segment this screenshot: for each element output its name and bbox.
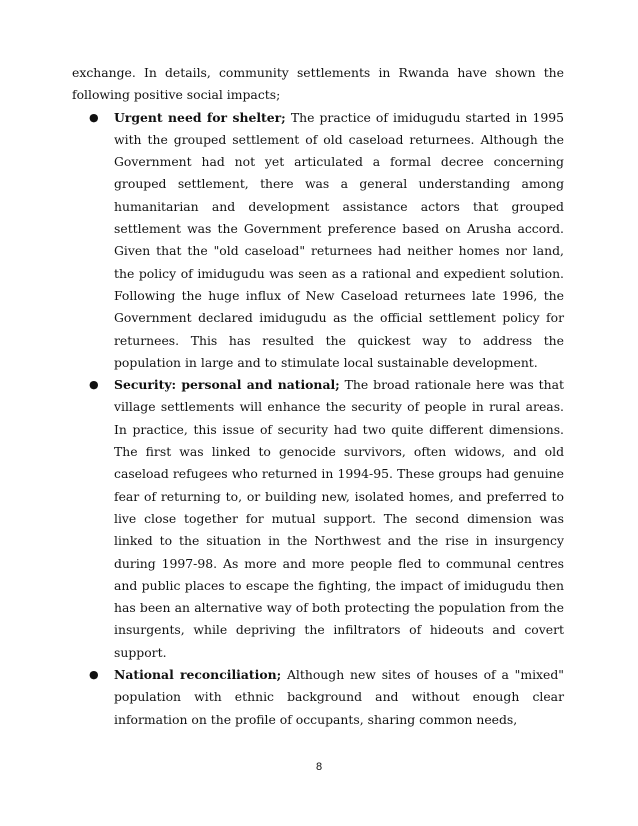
- list-item-security: [72, 374, 564, 664]
- document-page: [72, 62, 564, 731]
- item-heading: National reconciliation;: [114, 667, 282, 683]
- impact-list: [72, 107, 564, 731]
- item-heading: Urgent need for shelter;: [114, 109, 286, 125]
- page-number: 8: [315, 761, 323, 773]
- bullet-icon: ●: [89, 378, 99, 392]
- item-text: The practice of imidugudu started in 1995 with the grouped settlement of old caseload returnees. Although the Government had not yet articulated a formal decree concerning grouped settlement, there was a general understanding among humanitarian and development assistance actors that grouped settlement was the Government preference based on Arusha accord. Given that the "old caseload" returnees had neither homes nor land, the policy of imidugudu was seen as a rational and expedient solution. Following the huge influx of New Caseload returnees late 1996, the Government declared imidugudu as the official settlement policy for returnees. This has resulted the quickest way to address the population in large and to stimulate local sustainable development.: [114, 109, 564, 370]
- bullet-icon: ●: [89, 668, 99, 682]
- bullet-icon: ●: [89, 110, 99, 124]
- item-text: Although new sites of houses of a "mixed" population with ethnic background and without enough clear information on the profile of occupants, sharing common needs,: [114, 667, 564, 727]
- list-item-shelter: [72, 107, 564, 375]
- intro-paragraph: exchange. In details, community settlements in Rwanda have shown the following positive social impacts;: [72, 65, 564, 103]
- item-heading: Security: personal and national;: [114, 377, 340, 393]
- list-item-reconciliation: [72, 664, 564, 731]
- item-text: The broad rationale here was that village settlements will enhance the security of people in rural areas. In practice, this issue of security had two quite different dimensions. The first was linked to genocide survivors, often widows, and old caseload refugees who returned in 1994-95. These groups had genuine fear of returning to, or building new, isolated homes, and preferred to live close together for mutual support. The second dimension was linked to the situation in the Northwest and the rise in insurgency during 1997-98. As more and more people fled to communal centres and public places to escape the fighting, the impact of imidugudu then has been an alternative way of both protecting the population from the insurgents, while depriving the infiltrators of hideouts and covert support.: [114, 377, 564, 660]
